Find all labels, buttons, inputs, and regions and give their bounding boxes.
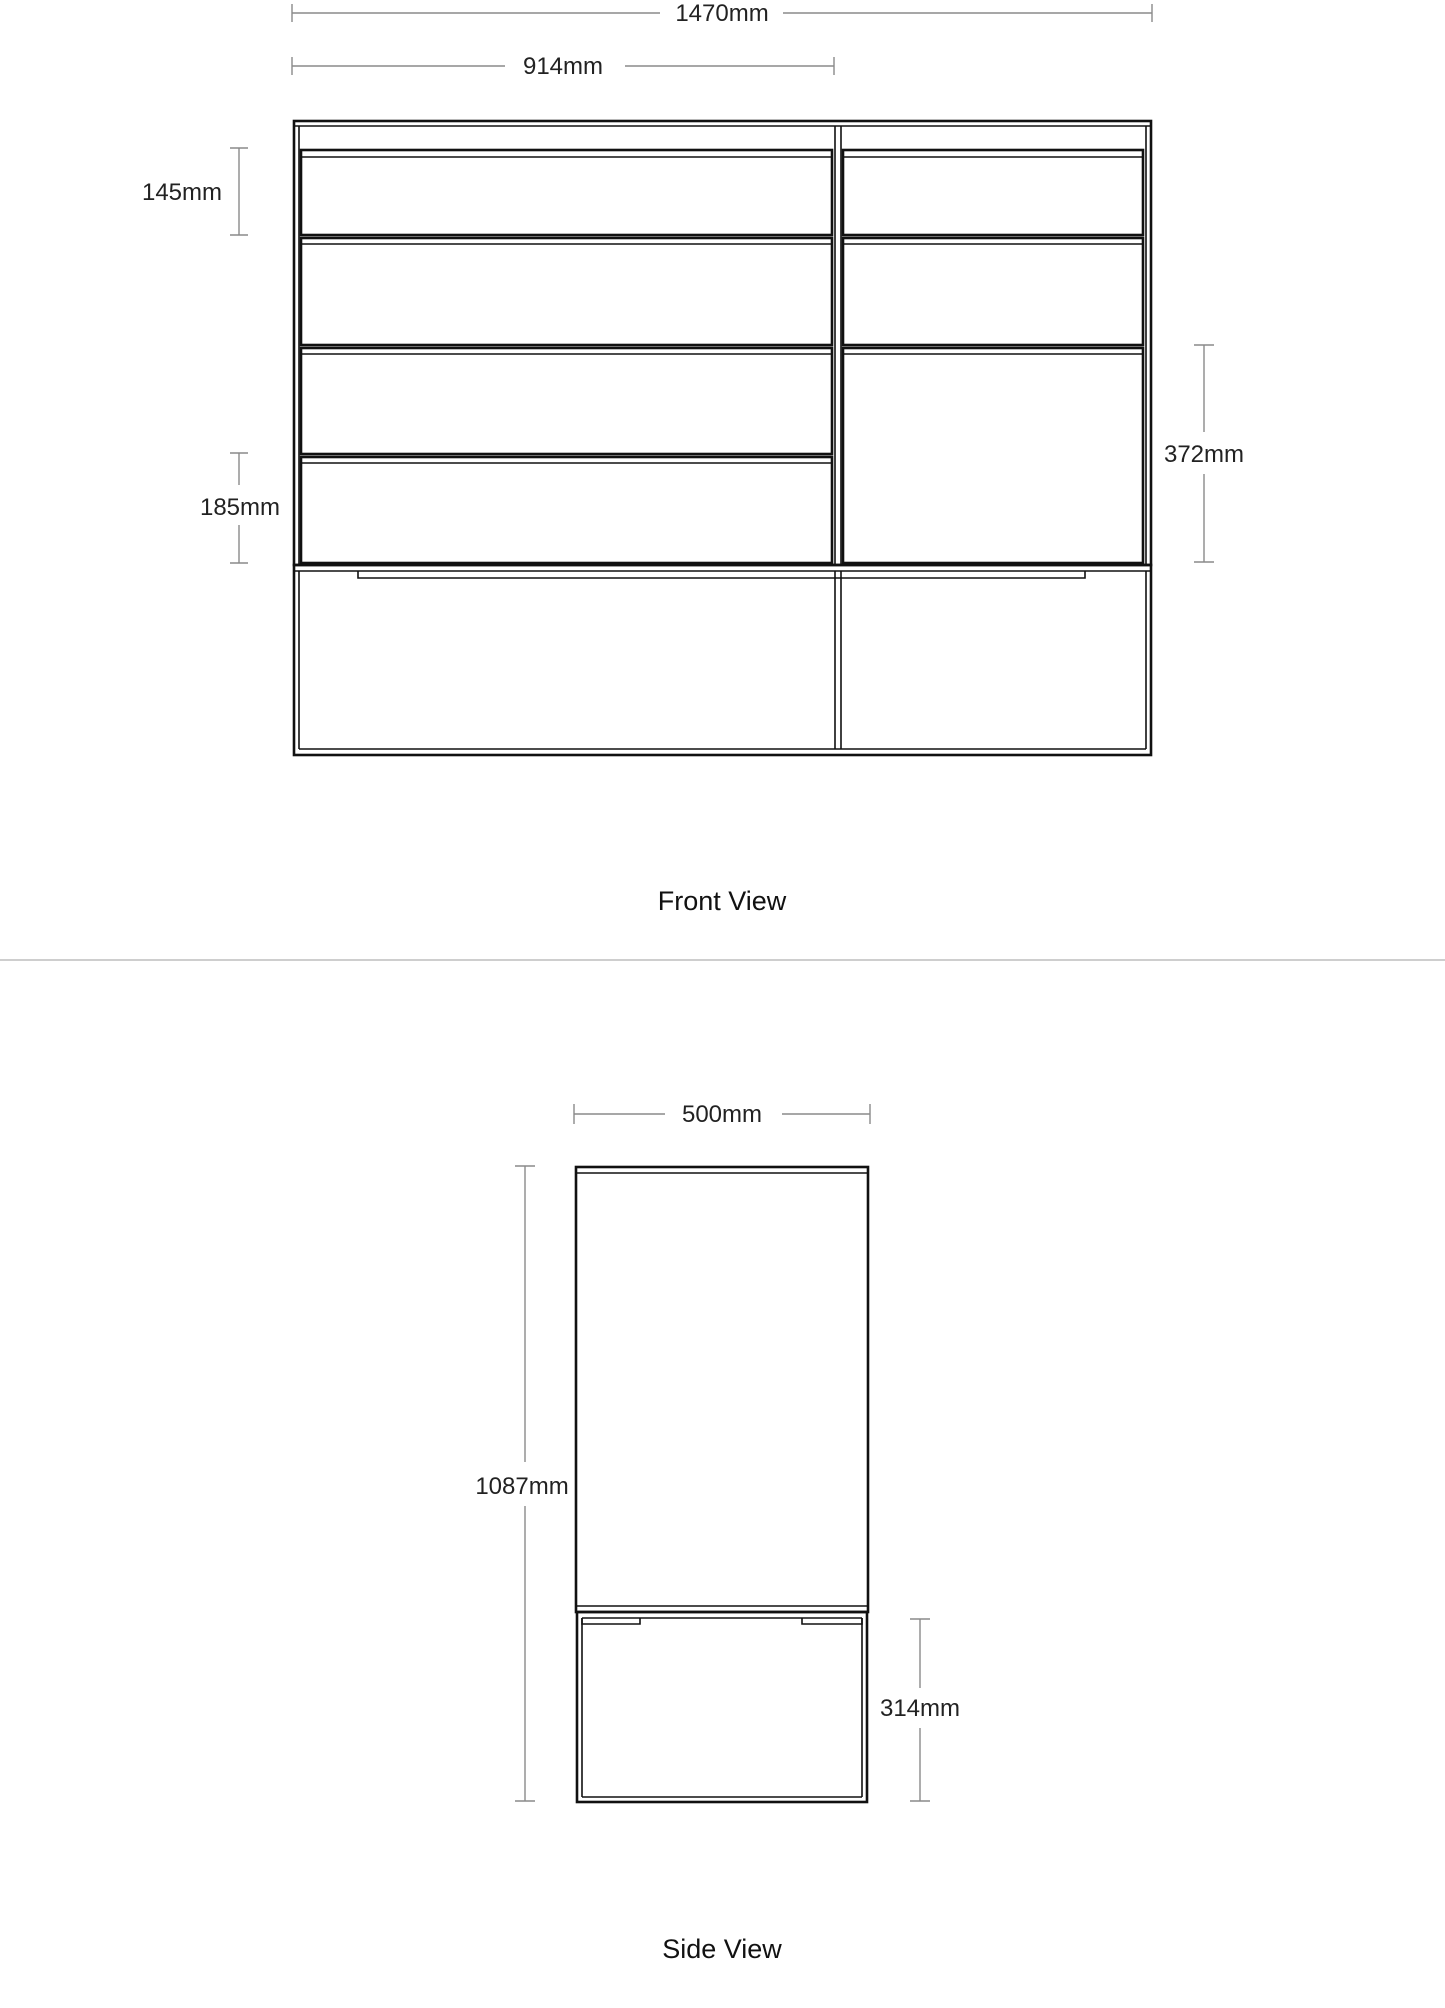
front-cabinet bbox=[294, 121, 1151, 565]
left-section-width-label: 914mm bbox=[522, 53, 604, 80]
depth-label: 500mm bbox=[681, 1101, 763, 1128]
side-base-frame bbox=[577, 1612, 867, 1802]
side-base-outline bbox=[577, 1612, 867, 1802]
left-drawer-1 bbox=[301, 150, 832, 235]
overall-width-dimension bbox=[292, 0, 1152, 27]
base-height-label: 314mm bbox=[879, 1695, 961, 1722]
overall-width-label: 1470mm bbox=[675, 0, 769, 27]
cabinet-body bbox=[294, 121, 1151, 565]
right-drawer-2 bbox=[843, 238, 1143, 345]
door-height-label: 372mm bbox=[1163, 441, 1245, 468]
overall-height-dimension bbox=[475, 1166, 568, 1801]
side-view bbox=[475, 1101, 960, 1964]
left-drawer-2 bbox=[301, 238, 832, 345]
front-base-frame bbox=[294, 565, 1151, 755]
overall-height-label: 1087mm bbox=[475, 1473, 569, 1500]
front-view bbox=[142, 0, 1244, 916]
left-section-width-dimension bbox=[292, 53, 834, 80]
base-rail bbox=[358, 571, 1085, 578]
side-view-caption: Side View bbox=[662, 1934, 782, 1964]
top-drawer-height-dimension bbox=[142, 148, 248, 235]
depth-dimension bbox=[574, 1101, 870, 1128]
top-drawer-height-label: 145mm bbox=[141, 179, 223, 206]
left-rail-bracket bbox=[582, 1618, 640, 1624]
lower-drawer-height-dimension bbox=[200, 453, 280, 563]
side-cabinet bbox=[576, 1167, 868, 1612]
front-view-caption: Front View bbox=[657, 886, 787, 916]
right-drawer-stack bbox=[843, 150, 1143, 563]
base-height-dimension bbox=[880, 1619, 960, 1801]
door-height-dimension bbox=[1164, 345, 1244, 562]
right-rail-bracket bbox=[802, 1618, 862, 1624]
lower-drawer-height-label: 185mm bbox=[199, 494, 281, 521]
right-door bbox=[843, 348, 1143, 563]
left-drawer-3 bbox=[301, 348, 832, 454]
left-drawer-4 bbox=[301, 457, 832, 563]
right-drawer-1 bbox=[843, 150, 1143, 235]
base-frame-outline bbox=[294, 565, 1151, 755]
side-cabinet-body bbox=[576, 1167, 868, 1612]
left-drawer-stack bbox=[301, 150, 832, 563]
